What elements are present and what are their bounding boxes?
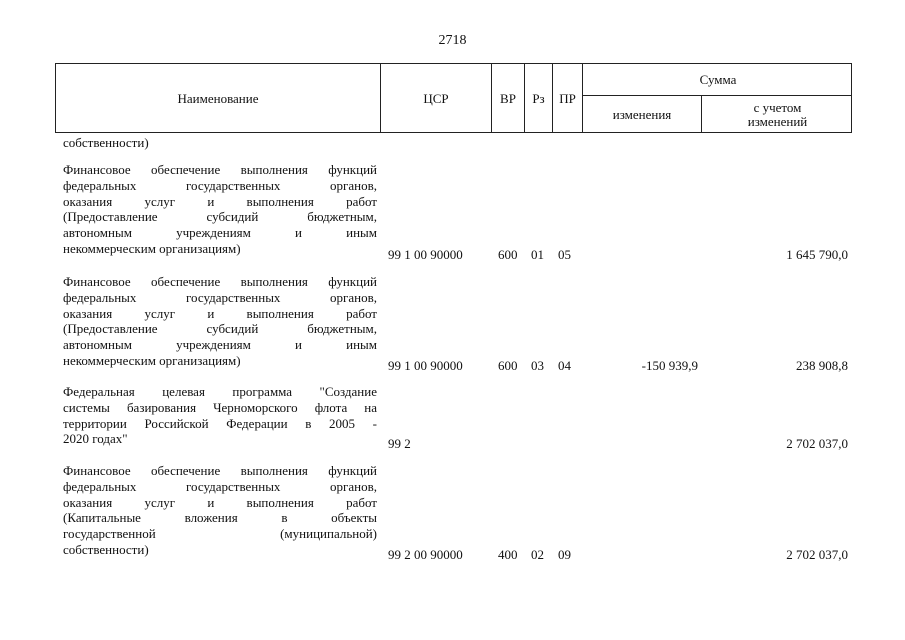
- header-name: Наименование: [177, 91, 259, 106]
- row-4-pr: 09: [558, 547, 571, 562]
- row-4-rz: 02: [531, 547, 544, 562]
- row-1-vr: 600: [498, 247, 518, 262]
- row-1-pr: 05: [558, 247, 571, 262]
- row-4-total: 2 702 037,0: [786, 547, 848, 562]
- header-sum: Сумма: [699, 71, 737, 87]
- header-with-changes-line2: изменений: [747, 114, 808, 129]
- row-2-changes: -150 939,9: [641, 358, 698, 373]
- row-1-rz: 01: [531, 247, 544, 262]
- row-2-pr: 04: [558, 358, 571, 373]
- header-csr: ЦСР: [423, 91, 449, 106]
- table-header: [55, 63, 852, 133]
- header-rz: Рз: [532, 91, 545, 106]
- header-with-changes-line1: с учетом: [753, 100, 802, 115]
- header-changes: изменения: [612, 107, 672, 122]
- row-3-name: Федеральная целевая программа "Создание системы базирования Черноморского флота на территории Российской Федерации в 2005 - 2020 годах": [63, 384, 377, 447]
- row-2-total: 238 908,8: [796, 358, 848, 373]
- page-number: 2718: [438, 33, 467, 48]
- row-4-name: Финансовое обеспечение выполнения функций федеральных государственных органов, оказания услуг и выполнения работ (Капитальные вложения в объекты государственной (муниципальной) собственности): [63, 463, 377, 557]
- row-1-name: Финансовое обеспечение выполнения функций федеральных государственных органов, оказания услуг и выполнения работ (Предоставление субсидий бюджетным, автономным учреждениям и иным некоммерческим организациям): [63, 162, 377, 256]
- row-4-csr: 99 2 00 90000: [388, 547, 463, 562]
- header-pr: ПР: [559, 91, 576, 106]
- header-with-changes: [702, 96, 853, 134]
- row-2-rz: 03: [531, 358, 544, 373]
- row-1-total: 1 645 790,0: [786, 247, 848, 262]
- row-1-csr: 99 1 00 90000: [388, 247, 463, 262]
- row-2-name: Финансовое обеспечение выполнения функций федеральных государственных органов, оказания услуг и выполнения работ (Предоставление субсидий бюджетным, автономным учреждениям и иным некоммерческим организациям): [63, 274, 377, 368]
- row-4-vr: 400: [498, 547, 518, 562]
- header-vr: ВР: [500, 91, 516, 106]
- row-2-vr: 600: [498, 358, 518, 373]
- row-3-csr: 99 2: [388, 436, 411, 451]
- continuation-text: собственности): [63, 135, 149, 150]
- row-2-csr: 99 1 00 90000: [388, 358, 463, 373]
- row-3-total: 2 702 037,0: [786, 436, 848, 451]
